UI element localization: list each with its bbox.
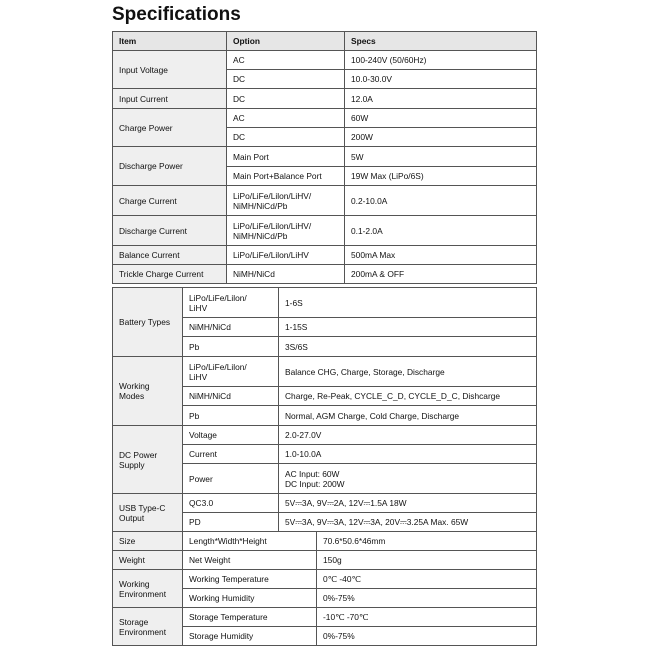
table-row bbox=[113, 357, 537, 387]
spec-cell: 5W bbox=[345, 147, 537, 167]
option-line: LiPo/LiFe/Lilon/ bbox=[189, 292, 247, 303]
row-label-storage-environment bbox=[113, 608, 183, 646]
header-specs: Specs bbox=[345, 32, 537, 51]
spec-cell: 5V⎓3A, 9V⎓2A, 12V⎓1.5A 18W bbox=[279, 494, 537, 513]
table-row bbox=[113, 532, 537, 551]
label-line: Output bbox=[119, 512, 145, 523]
table-row bbox=[113, 288, 537, 318]
option-cell bbox=[183, 357, 279, 387]
row-label-usb-output bbox=[113, 494, 183, 532]
spec-cell: 0.2-10.0A bbox=[345, 186, 537, 216]
option-cell: Main Port bbox=[227, 147, 345, 167]
option-line: LiHV bbox=[189, 302, 208, 313]
option-cell bbox=[183, 288, 279, 318]
option-cell: AC bbox=[227, 109, 345, 128]
label-line: Working bbox=[119, 381, 150, 391]
spec-cell: 12.0A bbox=[345, 89, 537, 109]
spec-cell: 1-6S bbox=[279, 288, 537, 318]
row-label-weight: Weight bbox=[113, 551, 183, 570]
option-line: LiPo/LiFe/Lilon/LiHV/ bbox=[233, 190, 312, 201]
option-cell: DC bbox=[227, 89, 345, 109]
spec-table-functions bbox=[112, 287, 537, 532]
table-row bbox=[113, 246, 537, 265]
table-row bbox=[113, 216, 537, 246]
row-label-discharge-current: Discharge Current bbox=[113, 216, 227, 246]
option-cell: Net Weight bbox=[183, 551, 317, 570]
option-cell: AC bbox=[227, 51, 345, 70]
page-title: Specifications bbox=[112, 4, 241, 25]
table-row bbox=[113, 186, 537, 216]
row-label-charge-current: Charge Current bbox=[113, 186, 227, 216]
option-cell: Storage Temperature bbox=[183, 608, 317, 627]
spec-cell: 150g bbox=[317, 551, 537, 570]
table-header-row bbox=[113, 32, 537, 51]
option-cell: LiPo/LiFe/Lilon/LiHV bbox=[227, 246, 345, 265]
spec-cell: 60W bbox=[345, 109, 537, 128]
option-cell: Power bbox=[183, 464, 279, 494]
option-cell: Working Temperature bbox=[183, 570, 317, 589]
label-line: DC Power bbox=[119, 449, 158, 460]
spec-cell: 0%-75% bbox=[317, 627, 537, 646]
label-line: Environment bbox=[119, 588, 167, 599]
header-item: Item bbox=[113, 32, 227, 51]
option-line: LiPo/LiFe/Lilon/LiHV/ bbox=[233, 220, 312, 231]
row-label-working-environment bbox=[113, 570, 183, 608]
spec-cell: Charge, Re-Peak, CYCLE_C_D, CYCLE_D_C, Dishcarge bbox=[279, 387, 537, 406]
spec-cell: 70.6*50.6*46mm bbox=[317, 532, 537, 551]
option-cell bbox=[227, 186, 345, 216]
spec-table-physical bbox=[112, 531, 537, 646]
spec-cell: Balance CHG, Charge, Storage, Discharge bbox=[279, 357, 537, 387]
label-line: Modes bbox=[119, 391, 145, 401]
row-label-charge-power: Charge Power bbox=[113, 109, 227, 147]
spec-cell: 0℃ -40℃ bbox=[317, 570, 537, 589]
label-line: USB Type-C bbox=[119, 502, 166, 513]
option-line: LiHV bbox=[189, 371, 208, 382]
option-line: LiPo/LiFe/Lilon/ bbox=[189, 361, 247, 372]
spec-cell: 10.0-30.0V bbox=[345, 70, 537, 89]
option-cell: NiMH/NiCd bbox=[183, 387, 279, 406]
spec-cell bbox=[279, 464, 537, 494]
spec-cell: 500mA Max bbox=[345, 246, 537, 265]
spec-cell: 2.0-27.0V bbox=[279, 426, 537, 445]
option-cell: Current bbox=[183, 445, 279, 464]
row-label-discharge-power: Discharge Power bbox=[113, 147, 227, 186]
spec-cell: 0%-75% bbox=[317, 589, 537, 608]
spec-line: DC Input: 200W bbox=[285, 478, 345, 489]
option-line: NiMH/NiCd/Pb bbox=[233, 230, 288, 241]
row-label-dc-power-supply bbox=[113, 426, 183, 494]
row-label-working-modes bbox=[113, 357, 183, 426]
row-label-battery-types: Battery Types bbox=[113, 288, 183, 357]
row-label-input-voltage: Input Voltage bbox=[113, 51, 227, 89]
spec-cell: 3S/6S bbox=[279, 337, 537, 357]
label-line: Working bbox=[119, 578, 150, 589]
table-row bbox=[113, 494, 537, 513]
option-cell: DC bbox=[227, 128, 345, 147]
table-row bbox=[113, 426, 537, 445]
label-line: Environment bbox=[119, 626, 167, 637]
spec-cell: 5V⎓3A, 9V⎓3A, 12V⎓3A, 20V⎓3.25A Max. 65W bbox=[279, 513, 537, 532]
table-row bbox=[113, 89, 537, 109]
spec-line: AC Input: 60W bbox=[285, 468, 340, 479]
spec-cell: 100-240V (50/60Hz) bbox=[345, 51, 537, 70]
option-cell: QC3.0 bbox=[183, 494, 279, 513]
option-cell: Storage Humidity bbox=[183, 627, 317, 646]
option-cell: NiMH/NiCd bbox=[227, 265, 345, 284]
table-row bbox=[113, 570, 537, 589]
spec-cell: 1-15S bbox=[279, 318, 537, 337]
spec-cell: 19W Max (LiPo/6S) bbox=[345, 167, 537, 186]
spec-cell: 200mA & OFF bbox=[345, 265, 537, 284]
option-cell: NiMH/NiCd bbox=[183, 318, 279, 337]
row-label-size: Size bbox=[113, 532, 183, 551]
table-row bbox=[113, 551, 537, 570]
option-cell: Length*Width*Height bbox=[183, 532, 317, 551]
option-cell: DC bbox=[227, 70, 345, 89]
label-line: Storage bbox=[119, 616, 149, 627]
option-cell: PD bbox=[183, 513, 279, 532]
row-label-trickle-current: Trickle Charge Current bbox=[113, 265, 227, 284]
spec-table-electrical bbox=[112, 31, 537, 284]
option-cell: Voltage bbox=[183, 426, 279, 445]
table-row bbox=[113, 147, 537, 167]
spec-cell: Normal, AGM Charge, Cold Charge, Discharge bbox=[279, 406, 537, 426]
row-label-balance-current: Balance Current bbox=[113, 246, 227, 265]
spec-cell: 1.0-10.0A bbox=[279, 445, 537, 464]
table-row bbox=[113, 265, 537, 284]
table-row bbox=[113, 109, 537, 128]
option-cell: Working Humidity bbox=[183, 589, 317, 608]
label-line: Supply bbox=[119, 459, 145, 470]
spec-cell: 0.1-2.0A bbox=[345, 216, 537, 246]
option-cell bbox=[227, 216, 345, 246]
option-line: NiMH/NiCd/Pb bbox=[233, 200, 288, 211]
spec-cell: 200W bbox=[345, 128, 537, 147]
option-cell: Main Port+Balance Port bbox=[227, 167, 345, 186]
header-option: Option bbox=[227, 32, 345, 51]
spec-cell: -10℃ -70℃ bbox=[317, 608, 537, 627]
table-row bbox=[113, 51, 537, 70]
row-label-input-current: Input Current bbox=[113, 89, 227, 109]
option-cell: Pb bbox=[183, 337, 279, 357]
table-row bbox=[113, 608, 537, 627]
option-cell: Pb bbox=[183, 406, 279, 426]
